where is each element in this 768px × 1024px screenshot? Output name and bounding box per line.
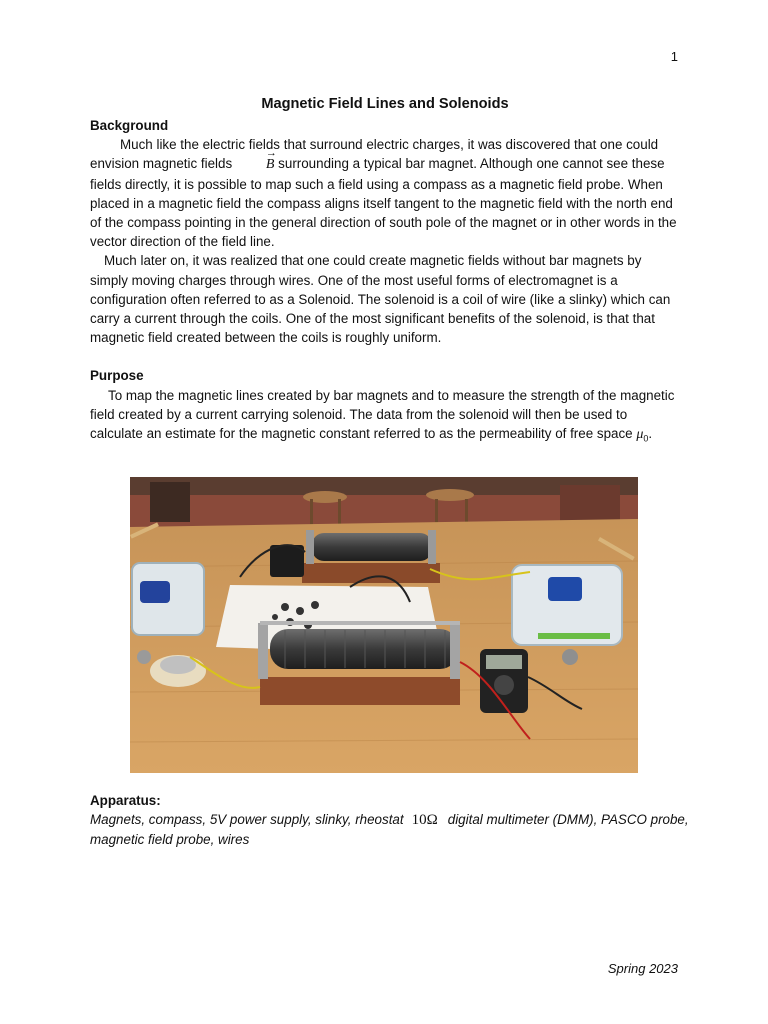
apparatus-list [90,810,690,849]
resistance-value: 10Ω [411,812,438,829]
purpose-text: To map the magnetic lines created by bar magnets and to measure the strength of the magnetic field created by a current carrying solenoid. The data from the solenoid will then be used to calculate an estimate for the magnetic constant referred to as the permeability of free space [90,387,675,442]
mu-symbol: μ [636,427,644,443]
purpose-paragraph [90,386,680,445]
mu-subscript: 0 [643,433,649,444]
background-paragraph-2: Much later on, it was realized that one could create magnetic fields without bar magnets by simply moving charges through wires. One of the most useful forms of electromagnet is a configuration often referred to as a Solenoid. The solenoid is a coil of wire (like a slinky) which can carry a current through the coils. One of the most significant benefits of the solenoid, is that that magnetic field created between the coils is roughly uniform. [90,253,671,346]
purpose-end: . [648,426,653,442]
magnetic-field-symbol: → B [236,155,275,174]
background-p1-text-b: surrounding a typical bar magnet. Although one cannot see these fields directly, it is possible to map such a field using a compass as a magnetic field probe. When placed in a magnetic field the compass aligns itself tangent to the magnetic field with the north end of the compass pointing in the general direction of south pole of the magnet or in other words in the vector direction of the field line. [90,156,677,250]
page-title: Magnetic Field Lines and Solenoids [261,96,509,112]
document-body [90,94,680,444]
lab-apparatus-photo [130,477,638,773]
lab-apparatus-image [130,477,638,773]
background-heading: Background [90,118,169,133]
purpose-heading: Purpose [90,368,144,384]
spacer [90,347,680,366]
apparatus-text-b: digital multimeter (DMM), PASCO probe, magnetic field probe, wires [90,812,689,848]
footer-term: Spring 2023 [607,961,678,976]
page-number: 1 [670,49,678,64]
background-p1-text-a: Much like the electric fields that surround electric charges, it was discovered that one could envision magnetic fields [90,137,659,172]
apparatus-heading: Apparatus: [90,793,161,808]
apparatus-text-a: Magnets, compass, 5V power supply, slinky, rheostat [90,812,404,828]
apparatus-section [90,791,690,850]
background-paragraph-1 [90,135,680,251]
